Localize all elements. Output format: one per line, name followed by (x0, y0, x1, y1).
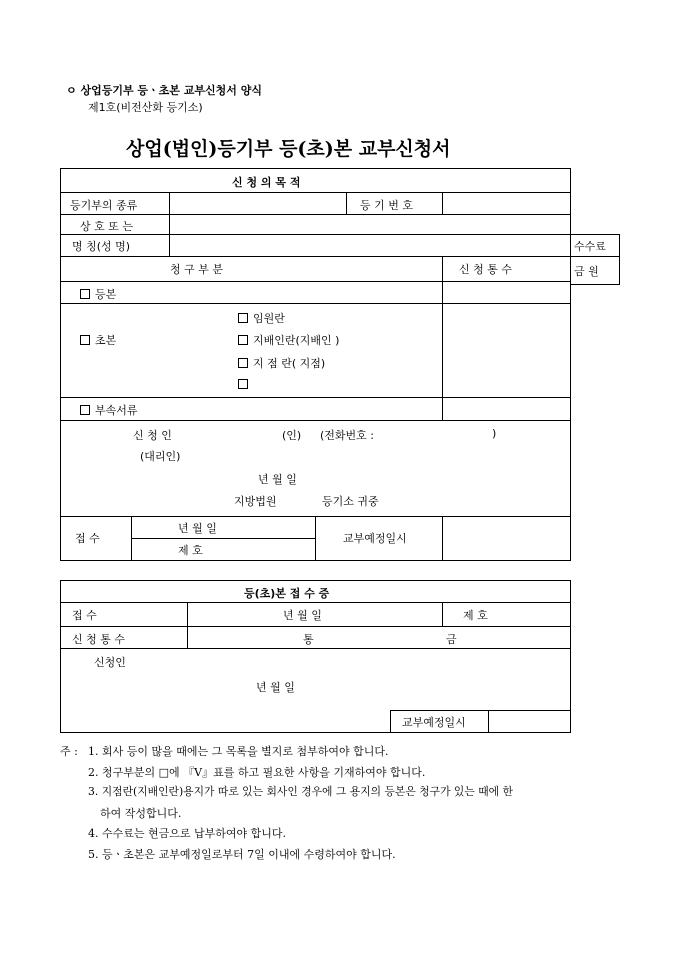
fee-label: 수수료 (574, 240, 606, 253)
registry-type-label: 등기부의 종류 (70, 199, 138, 212)
issue-datetime-label: 교부예정일시 (343, 532, 407, 545)
receipt-applicant: 신청인 (94, 656, 126, 669)
receipt-title: 등(초)본 접 수 증 (244, 587, 330, 600)
checkbox[interactable] (238, 335, 248, 345)
phone-close: ) (492, 427, 497, 440)
receipt-date-line: 년 월 일 (256, 681, 295, 694)
receipt-amount-label: 금 (446, 633, 457, 646)
claim-label: 청 구 부 분 (170, 263, 223, 276)
extract-option[interactable]: 지배인란(지배인 ) (238, 332, 339, 348)
extract-copy-option[interactable]: 초본 (80, 332, 116, 348)
applicant-label: 신 청 인 (133, 429, 172, 442)
trade-name-label: 상 호 또 는 (80, 220, 133, 233)
receipt-date: 년 월 일 (283, 609, 322, 622)
note-item: 5. 등ㆍ초본은 교부예정일로부터 7일 이내에 수령하여야 합니다. (88, 848, 396, 861)
extract-option[interactable]: 임원란 (238, 310, 285, 326)
office-label: 등기소 귀중 (322, 495, 379, 508)
page-title: 상업(법인)등기부 등(초)본 교부신청서 (126, 138, 451, 160)
extract-option[interactable]: 지 점 란( 지점) (238, 355, 325, 371)
seal-label: (인) (282, 429, 302, 442)
fee-unit: 금 원 (574, 265, 599, 278)
receipt-number: 제 호 (463, 609, 488, 622)
section-title: 신 청 의 목 적 (232, 176, 301, 189)
note-item: 하여 작성합니다. (100, 807, 182, 820)
copies-label: 신 청 통 수 (459, 263, 512, 276)
checkbox[interactable] (238, 358, 248, 368)
checkbox[interactable] (80, 335, 90, 345)
trade-name-label-2: 명 칭(성 명) (72, 240, 131, 253)
extract-option[interactable] (238, 378, 253, 391)
notes-prefix: 주 : (60, 745, 78, 758)
receipt-copies-label: 신 청 통 수 (72, 633, 125, 646)
receipt-number: 제 호 (178, 544, 203, 557)
certified-copy-option[interactable]: 등본 (80, 286, 116, 302)
form-label: ㅇ 상업등기부 등ㆍ초본 교부신청서 양식 (66, 84, 262, 97)
checkbox[interactable] (238, 379, 248, 389)
receipt-date: 년 월 일 (178, 522, 217, 535)
attachments-option[interactable]: 부속서류 (80, 402, 138, 418)
note-item: 4. 수수료는 현금으로 납부하여야 합니다. (88, 827, 286, 840)
checkbox[interactable] (238, 313, 248, 323)
checkbox[interactable] (80, 405, 90, 415)
received-label: 접 수 (72, 609, 97, 622)
registry-number-label: 등 기 번 호 (360, 199, 413, 212)
receipt-copies-unit: 통 (303, 633, 314, 646)
receipt-label: 접 수 (75, 532, 100, 545)
note-item: 1. 회사 등이 많을 때에는 그 목록을 별지로 첨부하여야 합니다. (88, 745, 389, 758)
receipt-issue-datetime: 교부예정일시 (402, 716, 466, 729)
application-date: 년 월 일 (258, 473, 297, 486)
form-number: 제1호(비전산화 등기소) (88, 101, 203, 114)
court-label: 지방법원 (234, 495, 277, 508)
checkbox[interactable] (80, 289, 90, 299)
note-item: 3. 지점란(지배인란)용지가 따로 있는 회사인 경우에 그 용지의 등본은 청구가 있는 때에 한 (88, 785, 513, 798)
note-item: 2. 청구부분의 □에 『V』표를 하고 필요한 사항을 기재하여야 합니다. (88, 766, 426, 779)
phone-label: (전화번호 : (320, 429, 374, 442)
agent-label: (대리인) (140, 450, 181, 463)
